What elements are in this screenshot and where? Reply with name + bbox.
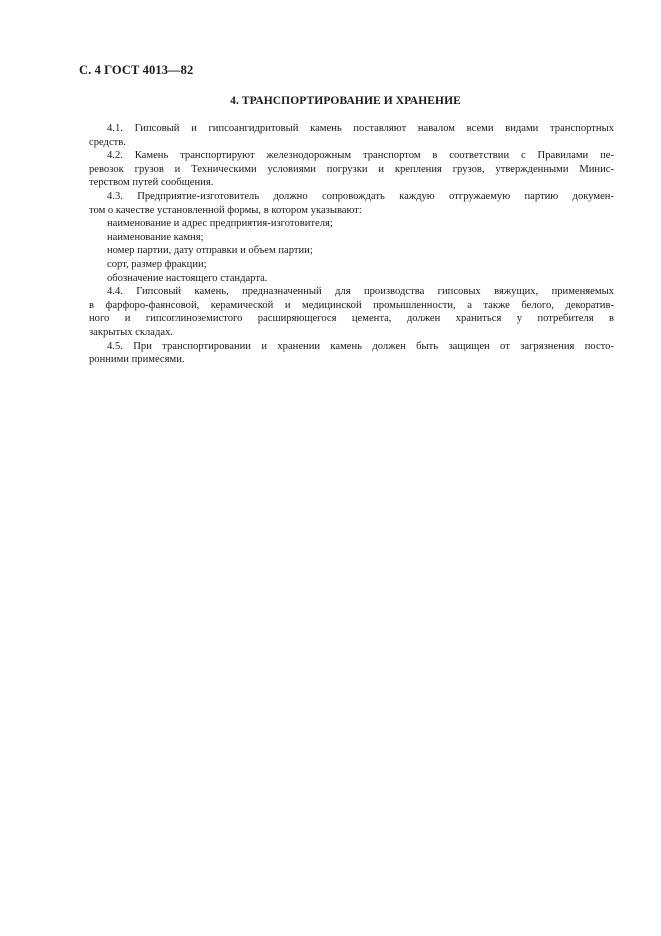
list-item: наименование камня; [107,231,204,243]
paragraph-line: в фарфоро-фаянсовой, керамической и медицинской промышленности, а также белого, декоратив- [89,299,614,311]
section-title: 4. ТРАНСПОРТИРОВАНИЕ И ХРАНЕНИЕ [230,95,461,107]
list-item: обозначение настоящего стандарта. [107,272,268,284]
page-header: С. 4 ГОСТ 4013—82 [79,63,194,77]
section-body [89,122,614,367]
list-item: сорт, размер фракции; [107,258,207,270]
paragraph-line: 4.5. При транспортировании и хранении камень должен быть защищен от загрязнения посто- [107,340,614,352]
paragraph-4-2 [89,149,614,190]
paragraph-line: 4.2. Камень транспортируют железнодорожным транспортом в соответствии с Правилами пе- [107,150,614,162]
paragraph-line: 4.3. Предприятие-изготовитель должно сопровождать каждую отгружаемую партию докумен- [107,190,614,202]
paragraph-4-1 [89,122,614,149]
paragraph-4-4 [89,285,614,339]
paragraph-line: ронними примесями. [89,354,185,366]
paragraph-line: средств. [89,136,126,148]
list-item: наименование и адрес предприятия-изготовителя; [107,218,333,230]
paragraph-4-5 [89,340,614,367]
paragraph-line: 4.4. Гипсовый камень, предназначенный для производства гипсовых вяжущих, применяемых [107,286,614,298]
paragraph-line: ного и гипсоглиноземистого расширяющегося цемента, должен храниться у потребителя в [89,313,614,325]
paragraph-line: 4.1. Гипсовый и гипсоангидритовый камень поставляют навалом всеми видами транспортных [107,123,614,134]
paragraph-4-3 [89,190,614,285]
paragraph-line: закрытых складах. [89,326,174,338]
paragraph-line: том о качестве установленной формы, в котором указывают: [89,204,362,216]
list-item: номер партии, дату отправки и объем партии; [107,245,313,257]
paragraph-line: терством путей сообщения. [89,177,214,189]
paragraph-line: ревозок грузов и Техническими условиями погрузки и крепления грузов, утвержденными Минис- [89,163,614,175]
